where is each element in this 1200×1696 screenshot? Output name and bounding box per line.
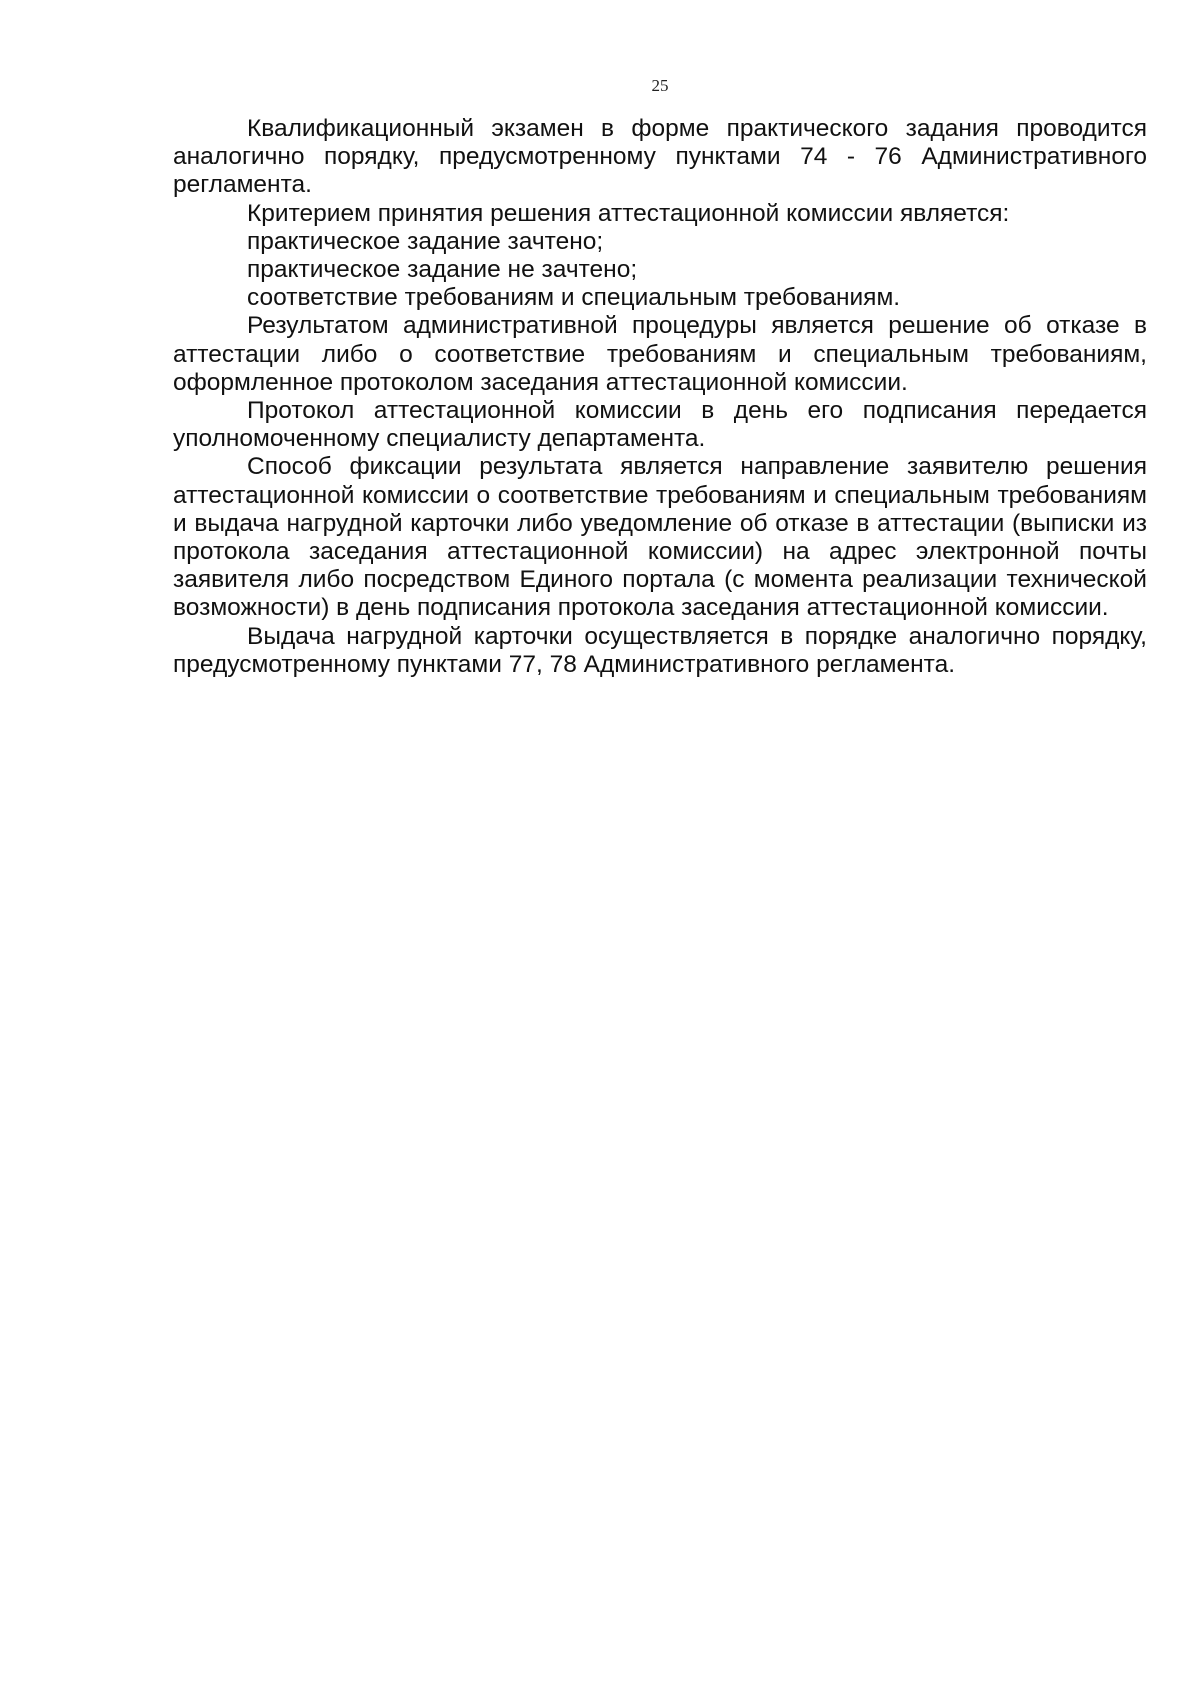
paragraph-badge-issuance: Выдача нагрудной карточки осуществляется в порядке аналогично порядку, предусмотренному пунктами 77, 78 Административного регламента. (173, 622, 1147, 678)
paragraph-criterion-compliance: соответствие требованиям и специальным требованиям. (247, 284, 901, 312)
paragraph-result-recording: Способ фиксации результата является направление заявителю решения аттестационной комиссии о соответствие требованиям и специальным требованиям и выдача нагрудной карточки либо уведомление об отказе в аттестации (выписки из протокола заседания аттестационной комиссии) на адрес электронной почты заявителя либо посредством Единого портала (с момента реализации технической возможности) в день подписания протокола заседания аттестационной комиссии. (173, 453, 1147, 622)
paragraph-exam-form: Квалификационный экзамен в форме практического задания проводится аналогично порядку, предусмотренному пунктами 74 - 76 Административного регламента. (173, 115, 1147, 199)
paragraph-criterion-failed: практическое задание не зачтено; (247, 256, 638, 284)
document-body (173, 115, 1147, 679)
paragraph-criterion-passed: практическое задание зачтено; (247, 227, 604, 255)
paragraph-procedure-result: Результатом административной процедуры является решение об отказе в аттестации либо о соответствие требованиям и специальным требованиям, оформленное протоколом заседания аттестационной комиссии. (173, 312, 1147, 396)
page-number: 25 (651, 76, 669, 95)
paragraph-decision-criterion: Критерием принятия решения аттестационной комиссии является: (247, 199, 1010, 227)
paragraph-protocol-transfer: Протокол аттестационной комиссии в день его подписания передается уполномоченному специалисту департамента. (173, 397, 1147, 453)
